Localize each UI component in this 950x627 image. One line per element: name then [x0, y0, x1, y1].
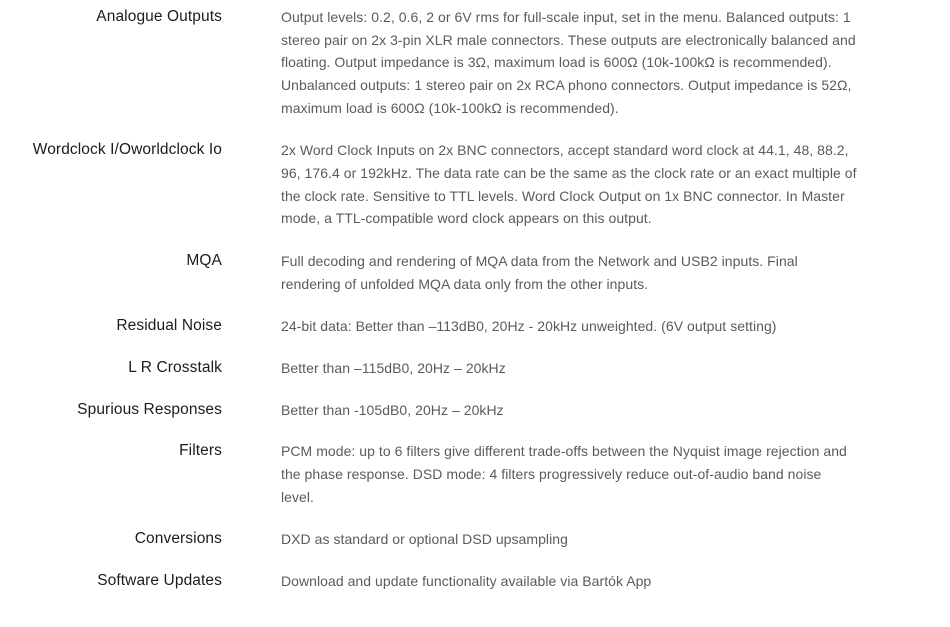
spec-value: Output levels: 0.2, 0.6, 2 or 6V rms for full-scale input, set in the menu. Balanced outputs: 1 stereo pair on 2x 3-pin XLR male connectors. These outputs are electronically balanced and floating. Output impedance is 3Ω, maximum load is 600Ω (10k-100kΩ is recommended). Unbalanced outputs: 1 stereo pair on 2x RCA phono connectors. Output impedance is 52Ω, maximum load is 600Ω (10k-100kΩ is recommended).	[281, 9, 856, 116]
spec-value: Download and update functionality available via Bartók App	[281, 573, 652, 590]
spec-value: PCM mode: up to 6 filters give different trade-offs between the Nyquist image rejection and the phase response. DSD mode: 4 filters progressively reduce out-of-audio band noise level.	[281, 443, 847, 505]
spec-value: DXD as standard or optional DSD upsampling	[281, 531, 568, 548]
table-row	[0, 440, 950, 508]
spec-label: L R Crosstalk	[128, 359, 222, 377]
table-row	[0, 6, 950, 119]
spec-label: Residual Noise	[116, 317, 222, 335]
spec-value: Full decoding and rendering of MQA data from the Network and USB2 inputs. Final rendering of unfolded MQA data only from the other inputs.	[281, 253, 798, 292]
spec-label: Conversions	[134, 530, 222, 548]
table-row	[0, 399, 950, 422]
spec-value: 2x Word Clock Inputs on 2x BNC connectors, accept standard word clock at 44.1, 48, 88.2, 96, 176.4 or 192kHz. The data rate can be the same as the clock rate or an exact multiple of the clock rate. Sensitive to TTL levels. Word Clock Output on 1x BNC connector. In Master mode, a TTL-compatible word clock appears on this output.	[281, 142, 857, 227]
table-row	[0, 250, 950, 295]
table-row	[0, 357, 950, 380]
spec-label: Analogue Outputs	[96, 8, 222, 25]
spec-value: Better than -105dB0, 20Hz – 20kHz	[281, 401, 504, 418]
spec-value: Better than –115dB0, 20Hz – 20kHz	[281, 360, 506, 377]
table-row	[0, 528, 950, 551]
spec-label: MQA	[186, 252, 222, 270]
spec-label: Spurious Responses	[77, 400, 222, 418]
table-row	[0, 139, 950, 230]
spec-label: Software Updates	[97, 572, 222, 590]
table-row	[0, 315, 950, 338]
spec-label: Wordclock I/Oworldclock Io	[32, 141, 222, 159]
spec-label: Filters	[179, 442, 222, 460]
spec-value: 24-bit data: Better than –113dB0, 20Hz - 20kHz unweighted. (6V output setting)	[281, 318, 777, 335]
table-row	[0, 570, 950, 593]
